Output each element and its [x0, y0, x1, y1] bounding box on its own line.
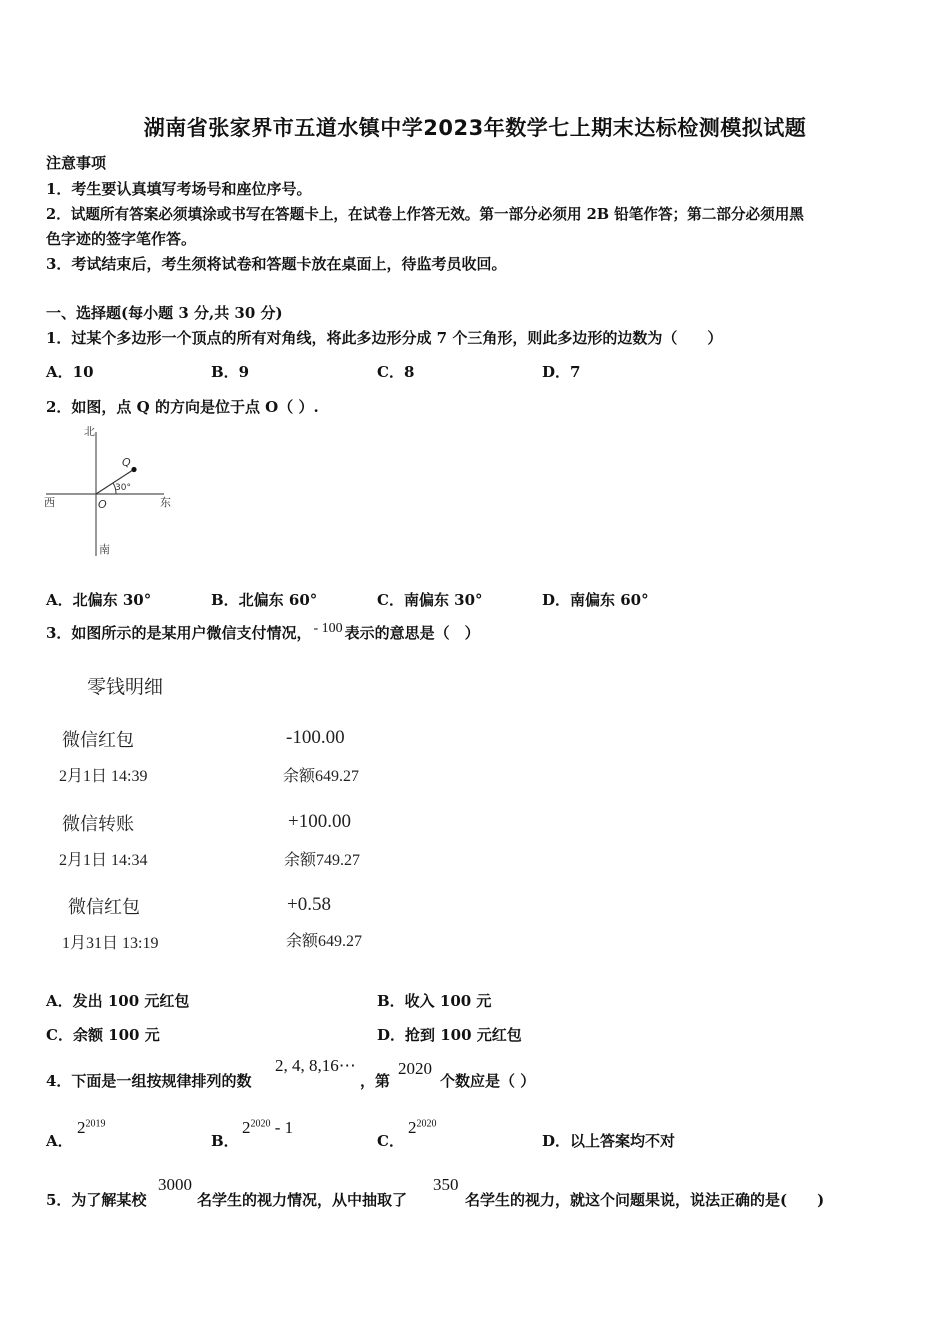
- q1-option-d: D．7: [542, 363, 581, 381]
- question-2-stem: 2．如图，点 Q 的方向是位于点 O（ ）.: [46, 398, 319, 416]
- q2-option-c: C．南偏东 30°: [377, 591, 483, 609]
- notice-item: 2．试题所有答案必须填涂或书写在答题卡上，在试卷上作答无效。第一部分必须用 2B 铅笔作答；第二部分必须用黑: [46, 206, 804, 223]
- record-amount: +100.00: [288, 811, 351, 832]
- record-name: 微信红包: [68, 897, 140, 918]
- q4-b-exp: 2020: [250, 1118, 271, 1130]
- record-name: 微信转账: [62, 814, 134, 835]
- q4-stem-end: 个数应是（ ）: [440, 1072, 536, 1090]
- page-title: 湖南省张家界市五道水镇中学2023年数学七上期末达标检测模拟试题: [143, 116, 807, 140]
- record-balance: 余额649.27: [283, 768, 360, 785]
- q4-a-base: 2: [77, 1118, 86, 1137]
- q4-option-b-math: [242, 1118, 293, 1138]
- q4-c-base: 2: [408, 1118, 417, 1137]
- q4-option-a-math: [77, 1118, 106, 1138]
- q3-option-a: A．发出 100 元红包: [46, 992, 190, 1010]
- q4-index: 2020: [398, 1059, 432, 1078]
- q2-option-a: A．北偏东 30°: [46, 591, 152, 609]
- section-heading: 一、选择题(每小题 3 分,共 30 分): [46, 304, 283, 322]
- q3-stem-text: 3．如图所示的是某用户微信支付情况，: [46, 624, 312, 642]
- point-q-dot: [131, 467, 136, 472]
- wechat-title: 零钱明细: [87, 676, 164, 698]
- south-label: 南: [99, 543, 110, 556]
- notice-item: 3．考试结束后，考生须将试卷和答题卡放在桌面上，待监考员收回。: [46, 255, 507, 273]
- notice-item: 色字迹的签字笔作答。: [46, 230, 197, 248]
- q4-b-tail: - 1: [270, 1118, 294, 1137]
- notice-heading: 注意事项: [46, 154, 107, 172]
- q5-number-students: 3000: [158, 1175, 192, 1194]
- q5-sample-size: 350: [433, 1175, 459, 1194]
- question-3-stem: [46, 622, 480, 643]
- q1-option-a: A．10: [46, 363, 94, 381]
- record-time: 2月1日 14:34: [59, 852, 148, 869]
- notice-item: 1．考生要认真填写考场号和座位序号。: [46, 180, 312, 198]
- q3-stem-text-end: 表示的意思是（ ）: [344, 624, 480, 642]
- compass-figure: [40, 420, 190, 565]
- north-label: 北: [84, 425, 95, 438]
- question-5-stem: 5．为了解某校: [46, 1191, 147, 1209]
- q1-option-c: C．8: [377, 363, 415, 381]
- q4-stem-di: ，第: [360, 1072, 391, 1090]
- q4-b-base: 2: [242, 1118, 251, 1137]
- east-label: 东: [160, 496, 171, 509]
- q5-stem-end: 名学生的视力，就这个问题果说，说法正确的是( ): [465, 1191, 825, 1209]
- record-time: 1月31日 13:19: [62, 935, 159, 952]
- q1-option-b: B．9: [211, 363, 250, 381]
- point-q-label: Q: [122, 456, 131, 469]
- record-balance: 余额649.27: [286, 933, 363, 950]
- q4-sequence: 2, 4, 8,16⋯: [275, 1056, 356, 1075]
- q4-option-c-math: [408, 1118, 437, 1138]
- q3-option-d: D．抢到 100 元红包: [377, 1026, 522, 1044]
- q4-option-d: D．以上答案均不对: [542, 1132, 676, 1150]
- q4-c-exp: 2020: [416, 1118, 437, 1130]
- record-balance: 余额749.27: [284, 852, 361, 869]
- q3-option-c: C．余额 100 元: [46, 1026, 160, 1044]
- record-amount: +0.58: [287, 894, 331, 915]
- q4-option-c-label: C．: [377, 1132, 404, 1150]
- record-time: 2月1日 14:39: [59, 768, 148, 785]
- question-4-stem: 4．下面是一组按规律排列的数: [46, 1072, 252, 1090]
- record-name: 微信红包: [62, 730, 134, 751]
- q3-option-b: B．收入 100 元: [377, 992, 492, 1010]
- record-amount: -100.00: [286, 727, 345, 748]
- q4-option-a-label: A．: [46, 1132, 73, 1150]
- question-1-stem: 1．过某个多边形一个顶点的所有对角线，将此多边形分成 7 个三角形，则此多边形的边数为（ ）: [46, 329, 723, 347]
- q5-stem-middle: 名学生的视力情况，从中抽取了: [197, 1191, 408, 1209]
- q2-option-b: B．北偏东 60°: [211, 591, 318, 609]
- q2-option-d: D．南偏东 60°: [542, 591, 649, 609]
- q3-stem-math: - 100: [313, 621, 343, 636]
- q4-a-exp: 2019: [85, 1118, 106, 1130]
- origin-label: O: [98, 498, 107, 511]
- angle-label: 30°: [115, 483, 131, 493]
- west-label: 西: [44, 496, 55, 509]
- q4-option-b-label: B．: [211, 1132, 239, 1150]
